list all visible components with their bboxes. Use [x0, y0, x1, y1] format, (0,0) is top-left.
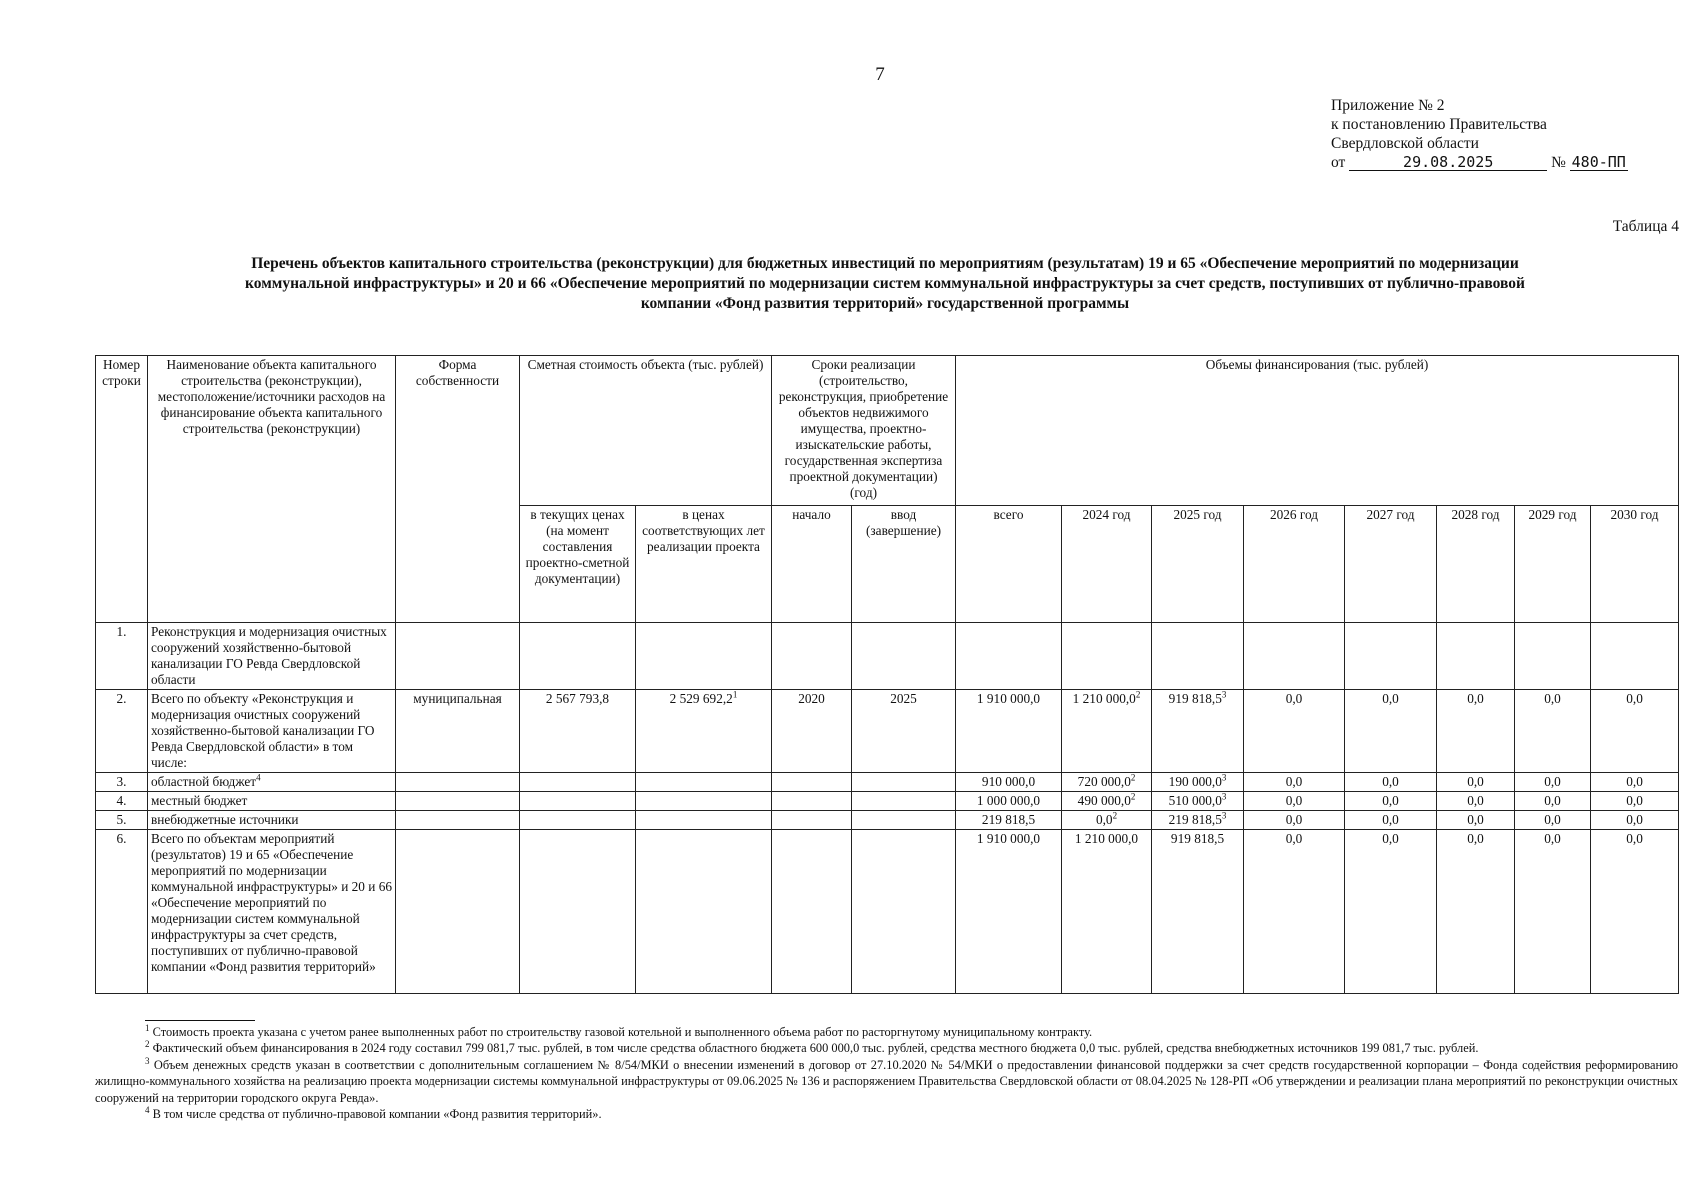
cell-row-number: 6. [96, 830, 148, 994]
cell-2029: 0,0 [1515, 830, 1591, 994]
page-number: 7 [875, 64, 885, 85]
cell-2028: 0,0 [1437, 773, 1515, 792]
cell-end [852, 623, 956, 690]
cell-cost-current [520, 811, 636, 830]
cell-ownership [396, 623, 520, 690]
cell-object-name: местный бюджет [148, 792, 396, 811]
cell-end [852, 811, 956, 830]
cell-start [772, 811, 852, 830]
cell-value: 720 000,0 [1077, 774, 1131, 789]
cell-2025 [1152, 830, 1244, 994]
cell-2028: 0,0 [1437, 830, 1515, 994]
cell-2027: 0,0 [1345, 792, 1437, 811]
cell-2028 [1437, 623, 1515, 690]
number-label: № [1551, 154, 1566, 171]
footnote [95, 1024, 1678, 1040]
cell-cost-current [520, 830, 636, 994]
cell-ownership [396, 811, 520, 830]
cell-2024 [1062, 773, 1152, 792]
header-estimated-cost: Сметная стоимость объекта (тыс. рублей) [520, 356, 772, 506]
footnote-ref: 3 [1221, 689, 1227, 700]
footnote-mark: 1 [145, 1022, 150, 1033]
footnote-ref: 2 [1130, 791, 1136, 802]
cell-2026 [1244, 623, 1345, 690]
header-funding-volumes: Объемы финансирования (тыс. рублей) [956, 356, 1679, 506]
appendix-date-row [1331, 153, 1628, 172]
cell-row-number: 1. [96, 623, 148, 690]
header-start: начало [772, 506, 852, 623]
cell-2024 [1062, 792, 1152, 811]
cell-cost-years [636, 690, 772, 773]
cell-cost-years [636, 792, 772, 811]
cell-value: 1 210 000,0 [1074, 831, 1139, 846]
cell-cost-current: 2 567 793,8 [520, 690, 636, 773]
cell-end [852, 773, 956, 792]
cell-2029: 0,0 [1515, 773, 1591, 792]
cell-total: 1 910 000,0 [956, 830, 1062, 994]
cell-start [772, 623, 852, 690]
cell-value: 219 818,5 [1168, 812, 1222, 827]
header-year-2026: 2026 год [1244, 506, 1345, 623]
cell-end [852, 830, 956, 994]
cell-end [852, 792, 956, 811]
cell-2024 [1062, 830, 1152, 994]
footnote-ref: 3 [1221, 810, 1227, 821]
cell-total: 1 910 000,0 [956, 690, 1062, 773]
cell-2029: 0,0 [1515, 690, 1591, 773]
footnote-ref: 3 [1221, 791, 1227, 802]
cell-value: 510 000,0 [1168, 793, 1222, 808]
footnote-ref: 2 [1112, 810, 1118, 821]
cell-2029: 0,0 [1515, 811, 1591, 830]
cell-cost-years [636, 623, 772, 690]
cell-2026: 0,0 [1244, 830, 1345, 994]
cell-2024 [1062, 690, 1152, 773]
table-row [96, 792, 1679, 811]
footnote-text: Стоимость проекта указана с учетом ранее выполненных работ по строительству газовой котельной и выполненного объема работ по расторгнутому муниципальному контракту. [152, 1025, 1093, 1039]
header-row-number: Номер строки [96, 356, 148, 623]
footnote-text: Объем денежных средств указан в соответствии с дополнительным соглашением № 8/54/МКИ о внесении изменений в договор от 27.10.2020 № 54/МКИ о предоставлении финансовой поддержки за счет средств государственной корпорации – Фонда содействия реформированию жилищно-коммунального хозяйства на реализацию проекта модернизации системы коммунальной инфраструктуры от 09.06.2025 № 136 и распоряжением Правительства Свердловской области от 08.04.2025 № 128-РП «Об утверждении и реализации плана мероприятий по реконструкции очистных сооружений на территории городского округа Ревда». [95, 1057, 1678, 1105]
cell-2030: 0,0 [1591, 792, 1679, 811]
cell-2030: 0,0 [1591, 773, 1679, 792]
header-cost-current: в текущих ценах (на момент составления проектно-сметной документации) [520, 506, 636, 623]
cell-2030: 0,0 [1591, 811, 1679, 830]
cell-2026: 0,0 [1244, 811, 1345, 830]
header-cost-years: в ценах соответствующих лет реализации проекта [636, 506, 772, 623]
table-row [96, 690, 1679, 773]
from-label: от [1331, 154, 1346, 171]
cell-total: 910 000,0 [956, 773, 1062, 792]
cell-start [772, 792, 852, 811]
cell-2027: 0,0 [1345, 811, 1437, 830]
cell-2030: 0,0 [1591, 690, 1679, 773]
cell-row-number: 5. [96, 811, 148, 830]
cell-cost-current [520, 792, 636, 811]
footnote-ref: 4 [256, 772, 261, 783]
cell-ownership [396, 773, 520, 792]
cell-object-name: Всего по объекту «Реконструкция и модернизация очистных сооружений хозяйственно-бытовой канализации ГО Ревда Свердловской области» в том числе: [148, 690, 396, 773]
cell-value: 1 210 000,0 [1072, 691, 1136, 706]
cell-value: 0,0 [1095, 812, 1113, 827]
table-row [96, 773, 1679, 792]
cell-start [772, 773, 852, 792]
cell-value: 490 000,0 [1077, 793, 1131, 808]
footnote-divider [145, 1020, 255, 1021]
cell-end: 2025 [852, 690, 956, 773]
cell-start: 2020 [772, 690, 852, 773]
appendix-line: Приложение № 2 [1331, 97, 1445, 114]
cell-cost-years [636, 830, 772, 994]
footnote-text: Фактический объем финансирования в 2024 году составил 799 081,7 тыс. рублей, в том числе средства областного бюджета 600 000,0 тыс. рублей, средства местного бюджета 0,0 тыс. рублей, средства внебюджетных источников 199 081,7 тыс. рублей. [152, 1041, 1479, 1056]
table-row [96, 811, 1679, 830]
cell-2030: 0,0 [1591, 830, 1679, 994]
footnote-ref: 2 [1130, 772, 1136, 783]
footnote-mark: 3 [145, 1055, 150, 1066]
cell-2025 [1152, 690, 1244, 773]
cell-cost-years [636, 811, 772, 830]
cell-2025 [1152, 773, 1244, 792]
footnote-ref: 3 [1221, 772, 1227, 783]
footnote [95, 1057, 1678, 1106]
cell-row-number: 3. [96, 773, 148, 792]
cell-2027 [1345, 623, 1437, 690]
header-end: ввод (завершение) [852, 506, 956, 623]
cell-value: 919 818,5 [1168, 691, 1222, 706]
cell-2024 [1062, 811, 1152, 830]
footnote [95, 1040, 1678, 1056]
cell-ownership: муниципальная [396, 690, 520, 773]
footnotes [95, 1020, 1678, 1122]
header-year-2029: 2029 год [1515, 506, 1591, 623]
footnote [95, 1106, 1678, 1122]
cell-cost-current [520, 623, 636, 690]
header-year-2024: 2024 год [1062, 506, 1152, 623]
appendix-line: Свердловской области [1331, 135, 1479, 152]
header-total: всего [956, 506, 1062, 623]
footnote-mark: 2 [145, 1039, 150, 1050]
cell-2029 [1515, 623, 1591, 690]
cell-object-name: Всего по объектам мероприятий (результатов) 19 и 65 «Обеспечение мероприятий по модернизации коммунальной инфраструктуры» и 20 и 66 «Обеспечение мероприятий по модернизации систем коммунальной инфраструктуры за счет средств, поступивших от публично-правовой компании «Фонд развития территорий» [148, 830, 396, 994]
footnote-ref: 1 [732, 689, 738, 700]
cell-start [772, 830, 852, 994]
cell-cost-current [520, 773, 636, 792]
header-implementation-terms: Сроки реализации (строительство, реконструкция, приобретение объектов недвижимого имущества, проектно-изыскательские работы, государственная экспертиза проектной документации) (год) [772, 356, 956, 506]
cell-row-number: 2. [96, 690, 148, 773]
resolution-number: 480-ПП [1571, 153, 1626, 171]
cell-row-number: 4. [96, 792, 148, 811]
cell-2027: 0,0 [1345, 830, 1437, 994]
cell-value: областной бюджет [151, 774, 257, 789]
footnote-ref: 2 [1135, 689, 1141, 700]
cell-2027: 0,0 [1345, 690, 1437, 773]
cell-2030 [1591, 623, 1679, 690]
cell-2029: 0,0 [1515, 792, 1591, 811]
cell-cost-years [636, 773, 772, 792]
cell-value: 2 529 692,2 [669, 691, 733, 706]
header-year-2025: 2025 год [1152, 506, 1244, 623]
cell-2025 [1152, 792, 1244, 811]
cell-value: 190 000,0 [1168, 774, 1222, 789]
footnote-mark: 4 [145, 1104, 150, 1115]
cell-2026: 0,0 [1244, 690, 1345, 773]
header-ownership: Форма собственности [396, 356, 520, 623]
cell-2026: 0,0 [1244, 773, 1345, 792]
header-year-2028: 2028 год [1437, 506, 1515, 623]
table-row [96, 830, 1679, 994]
objects-table [95, 355, 1679, 994]
cell-value: 919 818,5 [1170, 831, 1225, 846]
cell-2024 [1062, 623, 1152, 690]
resolution-date: 29.08.2025 [1349, 154, 1547, 171]
header-object-name: Наименование объекта капитального строительства (реконструкции), местоположение/источники расходов на финансирование объекта капитального строительства (реконструкции) [148, 356, 396, 623]
cell-object-name [148, 773, 396, 792]
cell-2028: 0,0 [1437, 690, 1515, 773]
cell-2028: 0,0 [1437, 792, 1515, 811]
cell-2028: 0,0 [1437, 811, 1515, 830]
appendix-line: к постановлению Правительства [1331, 116, 1547, 133]
cell-ownership [396, 792, 520, 811]
cell-ownership [396, 830, 520, 994]
cell-total [956, 623, 1062, 690]
cell-2025 [1152, 623, 1244, 690]
header-year-2027: 2027 год [1345, 506, 1437, 623]
appendix-block [1331, 96, 1628, 172]
cell-total: 219 818,5 [956, 811, 1062, 830]
cell-total: 1 000 000,0 [956, 792, 1062, 811]
cell-2026: 0,0 [1244, 792, 1345, 811]
cell-object-name: Реконструкция и модернизация очистных сооружений хозяйственно-бытовой канализации ГО Ревда Свердловской области [148, 623, 396, 690]
cell-2027: 0,0 [1345, 773, 1437, 792]
table-label: Таблица 4 [1612, 218, 1679, 235]
footnote-text: В том числе средства от публично-правовой компании «Фонд развития территорий». [152, 1107, 602, 1122]
header-year-2030: 2030 год [1591, 506, 1679, 623]
table-row [96, 623, 1679, 690]
document-title: Перечень объектов капитального строительства (реконструкции) для бюджетных инвестиций по мероприятиям (результатам) 19 и 65 «Обеспечение мероприятий по модернизации коммунальной инфраструктуры» и 20 и 66 «Обеспечение мероприятий по модернизации систем коммунальной инфраструктуры за счет средств, поступивших от публично-правовой компании «Фонд развития территорий» государственной программы [245, 255, 1525, 312]
cell-object-name: внебюджетные источники [148, 811, 396, 830]
cell-2025 [1152, 811, 1244, 830]
